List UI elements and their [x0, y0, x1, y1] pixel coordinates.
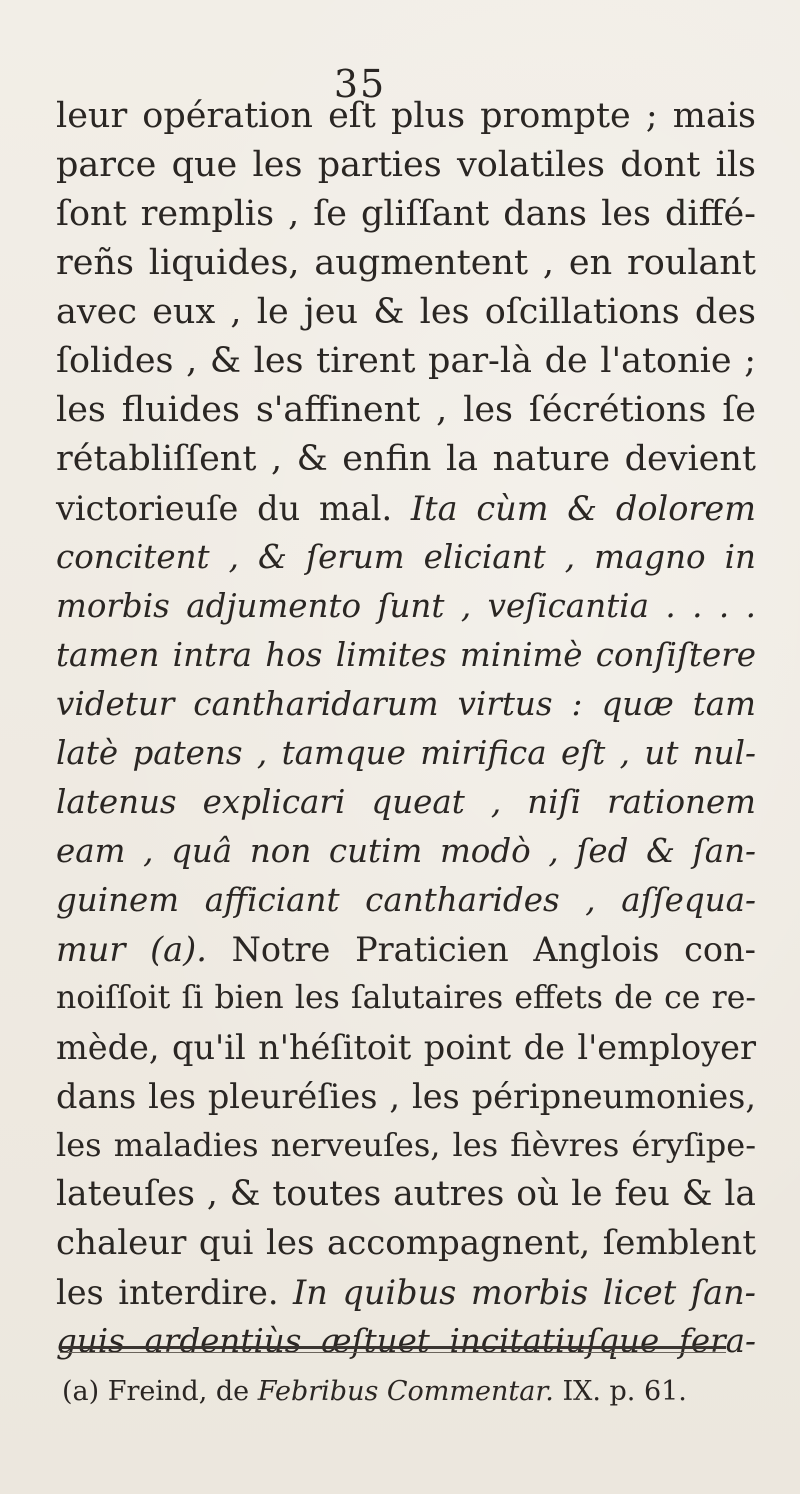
text-line-latin-italic: latenus explicari queat , niſi rationem [56, 783, 756, 821]
text-line-latin-italic: latè patens , tamque mirifica eſt , ut nul- [56, 734, 756, 772]
text-line [56, 484, 756, 533]
text-line-roman: parce que les parties volatiles dont ils [56, 145, 756, 185]
text-line [56, 631, 756, 680]
text-line-latin-italic: concitent , & ſerum eliciant , magno in [56, 538, 756, 576]
text-line-roman: leur opération eſt plus prompte ; mais [56, 96, 756, 136]
text-line-roman: reñs liquides, augmentent , en roulant [56, 243, 756, 283]
text-line-roman: les maladies nerveuſes, les fièvres éryſipe- [56, 1126, 756, 1164]
body-text [56, 92, 756, 1366]
text-line [56, 435, 756, 484]
footnote-separator-rule [60, 1346, 726, 1349]
text-line [56, 582, 756, 631]
text-line [56, 729, 756, 778]
text-line [56, 925, 756, 974]
text-line-latin-italic: eam , quâ non cutim modò , ſed & ſan- [56, 832, 756, 870]
footnote-author: Freind, [107, 1376, 208, 1407]
text-line [56, 680, 756, 729]
text-line [56, 92, 756, 141]
footnote-marker: (a) [62, 1376, 100, 1407]
text-line-latin-italic: guis ardentiùs æſtuet incitatiuſque fera- [56, 1322, 756, 1360]
text-line-roman: rétabliſſent , & enfin la nature devient [56, 439, 756, 479]
text-line [56, 386, 756, 435]
footnote-reference: IX. p. 61. [553, 1376, 687, 1407]
text-line-latin-italic: Ita cùm & dolorem [410, 489, 756, 528]
text-line [56, 1072, 756, 1121]
text-line-roman: les fluides s'affinent , les ſécrétions ſe [56, 390, 756, 430]
text-line [56, 533, 756, 582]
text-line [56, 1268, 756, 1317]
footnote-title: Febribus Commentar. [257, 1376, 554, 1407]
text-line-roman: les interdire. [56, 1273, 294, 1312]
page-number: 35 [333, 62, 387, 106]
text-line-roman: avec eux , le jeu & les oſcillations des [56, 292, 756, 332]
text-line-roman: Notre Praticien Anglois con- [231, 930, 756, 969]
text-line [56, 288, 756, 337]
text-line-roman: mède, qu'il n'héſitoit point de l'employer [56, 1028, 756, 1067]
text-line-latin-italic: videtur cantharidarum virtus : quæ tam [56, 685, 756, 723]
text-line [56, 1219, 756, 1268]
text-line [56, 1121, 756, 1170]
text-line-latin-italic: In quibus morbis licet ſan- [293, 1273, 756, 1312]
text-line [56, 1317, 756, 1366]
text-line [56, 190, 756, 239]
text-line [56, 337, 756, 386]
text-line-roman: ſolides , & les tirent par-là de l'atonie ; [56, 341, 756, 381]
text-line-roman: ſont remplis , ſe gliſſant dans les diffé- [56, 194, 756, 234]
text-line [56, 974, 756, 1023]
footnote [62, 1372, 752, 1412]
text-line-roman: chaleur qui les accompagnent, ſemblent [56, 1223, 756, 1263]
text-line [56, 876, 756, 925]
text-line-roman: lateuſes , & toutes autres où le feu & la [56, 1174, 756, 1214]
footnote-connector: de [207, 1376, 258, 1407]
text-line-latin-italic: morbis adjumento ſunt , veſicantia . . . . [56, 587, 756, 625]
text-line [56, 141, 756, 190]
text-line [56, 827, 756, 876]
text-line-latin-italic: mur (a). [56, 930, 232, 969]
text-line-latin-italic: tamen intra hos limites minimè conſiſtere [56, 636, 756, 674]
text-line [56, 239, 756, 288]
text-line-roman: noiſſoit ſi bien les ſalutaires effets de ce re- [56, 980, 756, 1016]
text-line [56, 1023, 756, 1072]
text-line-roman: victorieuſe du mal. [56, 489, 411, 528]
text-line [56, 1170, 756, 1219]
text-line-roman: dans les pleuréſies , les péripneumonies, [56, 1077, 756, 1116]
text-line [56, 778, 756, 827]
text-line-latin-italic: guinem afficiant cantharides , aſſequa- [56, 881, 756, 919]
